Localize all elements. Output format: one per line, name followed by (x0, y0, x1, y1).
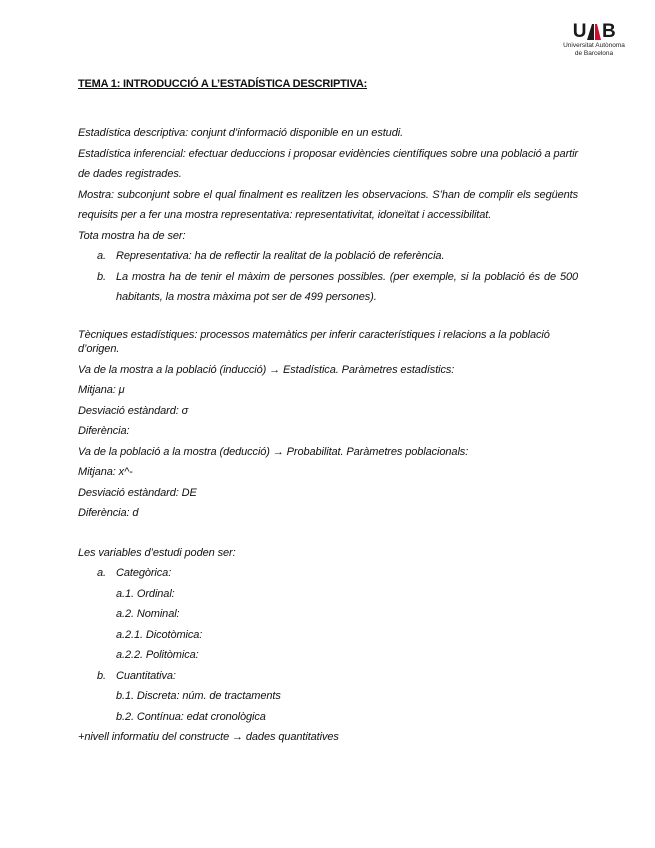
sub-item: b.2. Contínua: edat cronològica (116, 710, 266, 723)
logo-text-line2: de Barcelona (574, 50, 614, 57)
definition-sample: Mostra: subconjunt sobre el qual finalment es realitzen les observacions. S’han de complir els següents requisits per a fer una mostra representativa: representativitat, idoneïtat i accessibilitat. (78, 188, 578, 221)
sub-item: b.1. Discreta: núm. de tractaments (116, 690, 281, 702)
sub-item: a.2.2. Politòmica: (116, 649, 199, 661)
sub-item: a.1. Ordinal: (116, 587, 175, 600)
logo-letter-b: B (602, 21, 616, 42)
text-line: Desviació estàndard: σ (78, 404, 189, 417)
variables-list-b (78, 666, 578, 687)
list-marker: a. (97, 567, 106, 579)
sub-item: a.2. Nominal: (116, 608, 180, 620)
text-line: Va de la mostra a la població (inducció) → Estadística. Paràmetres estadístics: (78, 363, 455, 376)
text-line: +nivell informatiu del constructe → dades quantitatives (78, 731, 339, 743)
logo-a-icon (587, 24, 601, 40)
list-marker: a. (97, 250, 106, 262)
variables-list (78, 563, 578, 584)
text-line: Desviació estàndard: DE (78, 486, 197, 499)
sample-requirements-intro: Tota mostra ha de ser: (78, 229, 186, 242)
list-item-text: Categòrica: (116, 567, 172, 579)
text-line: Mitjana: x^- (78, 466, 133, 478)
sub-item: a.2.1. Dicotòmica: (116, 628, 203, 641)
definition-inferential: Estadística inferencial: efectuar deduccions i proposar evidències científiques sobre una població a partir de dades registrades. (78, 147, 578, 180)
logo-mark (557, 22, 631, 42)
list-item (78, 267, 578, 308)
list-marker: b. (97, 669, 106, 682)
text-line: Diferència: d (78, 507, 139, 519)
page-title: TEMA 1: INTRODUCCIÓ A L’ESTADÍSTICA DESCRIPTIVA: (78, 78, 368, 90)
text-line: Mitjana: μ (78, 384, 125, 396)
spacer (78, 524, 578, 543)
list-item (78, 666, 578, 687)
spacer (78, 308, 578, 328)
document-body (78, 76, 578, 748)
sample-requirements-list (78, 246, 578, 308)
statistical-techniques-intro: Tècniques estadístiques: processos matemàtics per inferir característiques i relacions a la població d’origen. (78, 328, 550, 355)
uab-logo (557, 22, 631, 58)
list-item (78, 563, 578, 584)
logo-text-line1: Universitat Autònoma (563, 42, 625, 49)
definition-descriptive: Estadística descriptiva: conjunt d’informació disponible en un estudi. (78, 127, 404, 139)
list-item (78, 246, 578, 267)
logo-letter-u: U (572, 21, 586, 42)
list-marker: b. (97, 270, 106, 283)
text-line: Va de la població a la mostra (deducció) → Probabilitat. Paràmetres poblacionals: (78, 445, 469, 458)
variables-intro: Les variables d’estudi poden ser: (78, 546, 236, 559)
list-item-text: Cuantitativa: (116, 669, 176, 682)
text-line: Diferència: (78, 425, 130, 437)
list-item-text: Representativa: ha de reflectir la realitat de la població de referència. (116, 250, 445, 262)
list-item-text: La mostra ha de tenir el màxim de persones possibles. (per exemple, si la població és de 500 habitants, la mostra màxima pot ser de 499 persones). (116, 270, 578, 303)
